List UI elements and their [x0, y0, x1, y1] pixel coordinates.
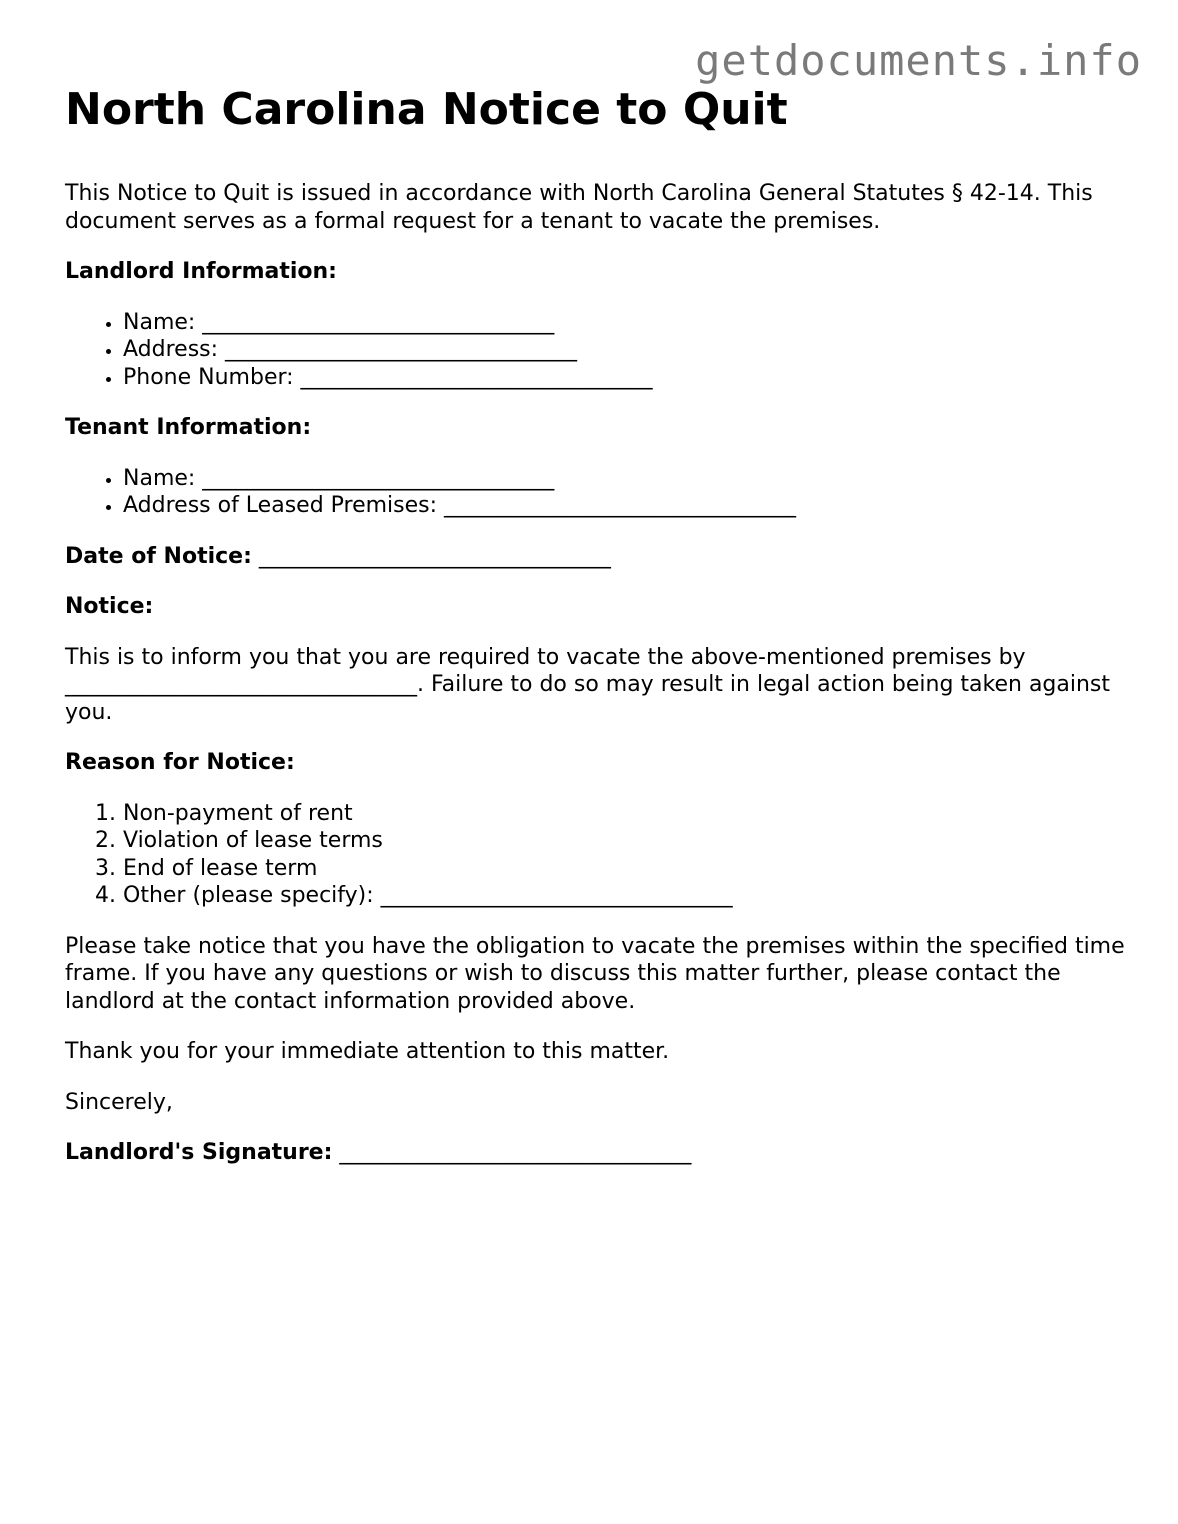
signature-label: Landlord's Signature:	[65, 1140, 333, 1165]
document-page	[65, 84, 1125, 1190]
intro-paragraph: This Notice to Quit is issued in accordance with North Carolina General Statutes § 42-14. This document serves as a formal request for a tenant to vacate the premises.	[65, 181, 1093, 234]
reason-item-end-of-term: 3. End of lease term	[123, 855, 1125, 883]
notice-paragraph: This is to inform you that you are required to vacate the above-mentioned premises by ________________________________. Failure to do so may result in legal action being taken against you.	[65, 644, 1111, 725]
reason-item-violation: 2. Violation of lease terms	[123, 827, 1125, 855]
reason-heading: Reason for Notice:	[65, 750, 295, 775]
notice-heading: Notice:	[65, 594, 154, 619]
tenant-heading: Tenant Information:	[65, 415, 312, 440]
sign-off: Sincerely,	[65, 1089, 173, 1115]
reason-list	[65, 800, 1125, 910]
landlord-list	[65, 309, 1125, 392]
thanks-paragraph: Thank you for your immediate attention to this matter.	[65, 1039, 670, 1064]
tenant-name-item: • Name: ________________________________	[123, 465, 1125, 493]
tenant-address-item: • Address of Leased Premises: ________________________________	[123, 492, 1125, 520]
landlord-name-item: • Name: ________________________________	[123, 309, 1125, 337]
reason-item-nonpayment: 1. Non-payment of rent	[123, 800, 1125, 828]
landlord-phone-item: • Phone Number: ________________________________	[123, 364, 1125, 392]
document-title: North Carolina Notice to Quit	[65, 84, 788, 135]
closing-paragraph: Please take notice that you have the obligation to vacate the premises within the specified time frame. If you have any questions or wish to discuss this matter further, please contact the landlord at the contact information provided above.	[65, 933, 1125, 1014]
signature-line	[65, 1139, 1125, 1167]
signature-blank: ________________________________	[339, 1140, 692, 1165]
date-of-notice-line	[65, 543, 1125, 571]
landlord-address-item: • Address: ________________________________	[123, 336, 1125, 364]
date-of-notice-label: Date of Notice:	[65, 543, 252, 569]
reason-item-other: 4. Other (please specify): ________________________________	[123, 882, 1125, 910]
date-of-notice-blank: ________________________________	[258, 543, 611, 569]
watermark: getdocuments.info	[695, 36, 1142, 85]
landlord-heading: Landlord Information:	[65, 259, 337, 284]
tenant-list	[65, 465, 1125, 520]
